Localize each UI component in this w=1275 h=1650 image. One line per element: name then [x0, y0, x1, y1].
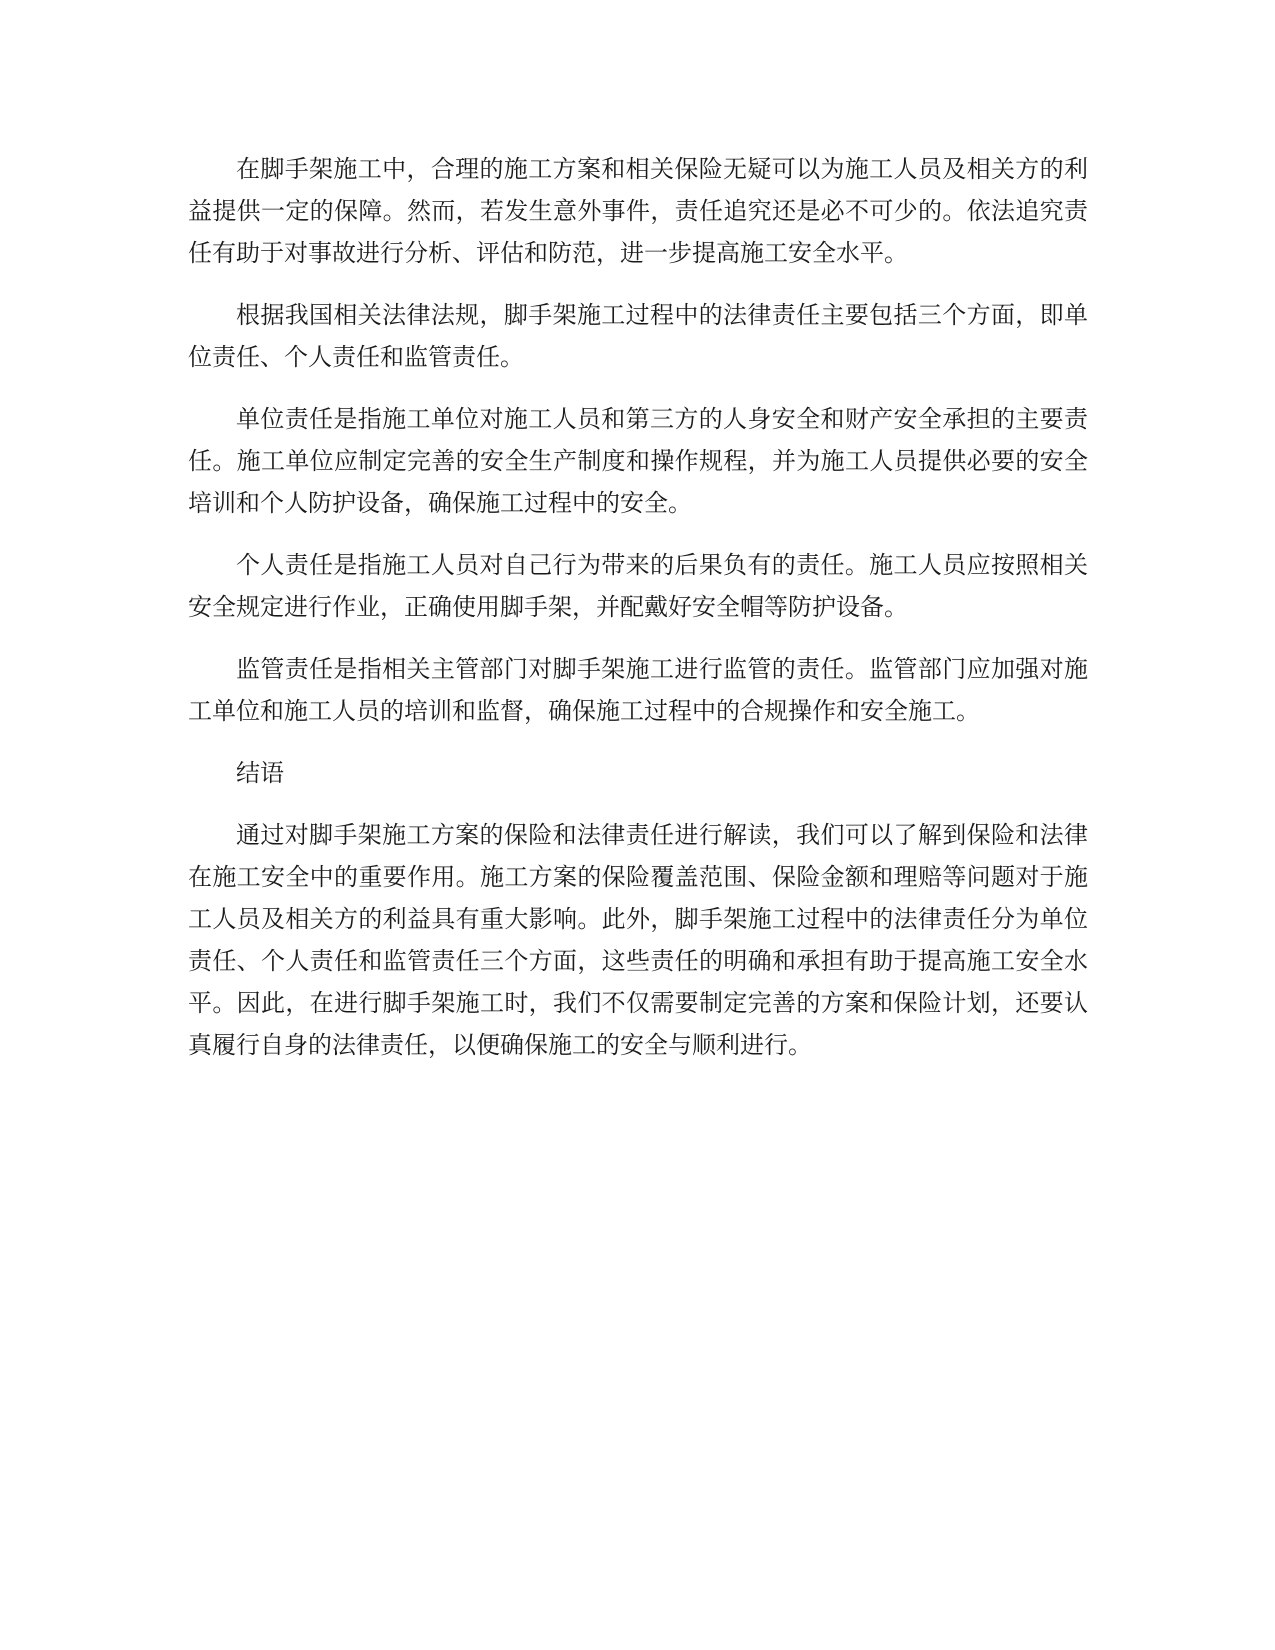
paragraph-liability-types: 根据我国相关法律法规，脚手架施工过程中的法律责任主要包括三个方面，即单位责任、个人责任和监管责任。: [188, 301, 1088, 371]
paragraph-conclusion: 通过对脚手架施工方案的保险和法律责任进行解读，我们可以了解到保险和法律在施工安全中的重要作用。施工方案的保险覆盖范围、保险金额和理赔等问题对于施工人员及相关方的利益具有重大影响。此外，脚手架施工过程中的法律责任分为单位责任、个人责任和监管责任三个方面，这些责任的明确和承担有助于提高施工安全水平。因此，在进行脚手架施工时，我们不仅需要制定完善的方案和保险计划，还要认真履行自身的法律责任，以便确保施工的安全与顺利进行。: [188, 821, 1088, 1059]
paragraph-supervision-liability: 监管责任是指相关主管部门对脚手架施工进行监管的责任。监管部门应加强对施工单位和施工人员的培训和监督，确保施工过程中的合规操作和安全施工。: [188, 655, 1088, 725]
document-body: [188, 148, 1088, 1086]
paragraph-personal-liability: 个人责任是指施工人员对自己行为带来的后果负有的责任。施工人员应按照相关安全规定进行作业，正确使用脚手架，并配戴好安全帽等防护设备。: [188, 551, 1088, 621]
paragraph-liability-intro: 在脚手架施工中，合理的施工方案和相关保险无疑可以为施工人员及相关方的利益提供一定的保障。然而，若发生意外事件，责任追究还是必不可少的。依法追究责任有助于对事故进行分析、评估和防范，进一步提高施工安全水平。: [188, 155, 1088, 267]
conclusion-heading: 结语: [236, 759, 284, 787]
paragraph-unit-liability: 单位责任是指施工单位对施工人员和第三方的人身安全和财产安全承担的主要责任。施工单位应制定完善的安全生产制度和操作规程，并为施工人员提供必要的安全培训和个人防护设备，确保施工过程中的安全。: [188, 405, 1088, 517]
